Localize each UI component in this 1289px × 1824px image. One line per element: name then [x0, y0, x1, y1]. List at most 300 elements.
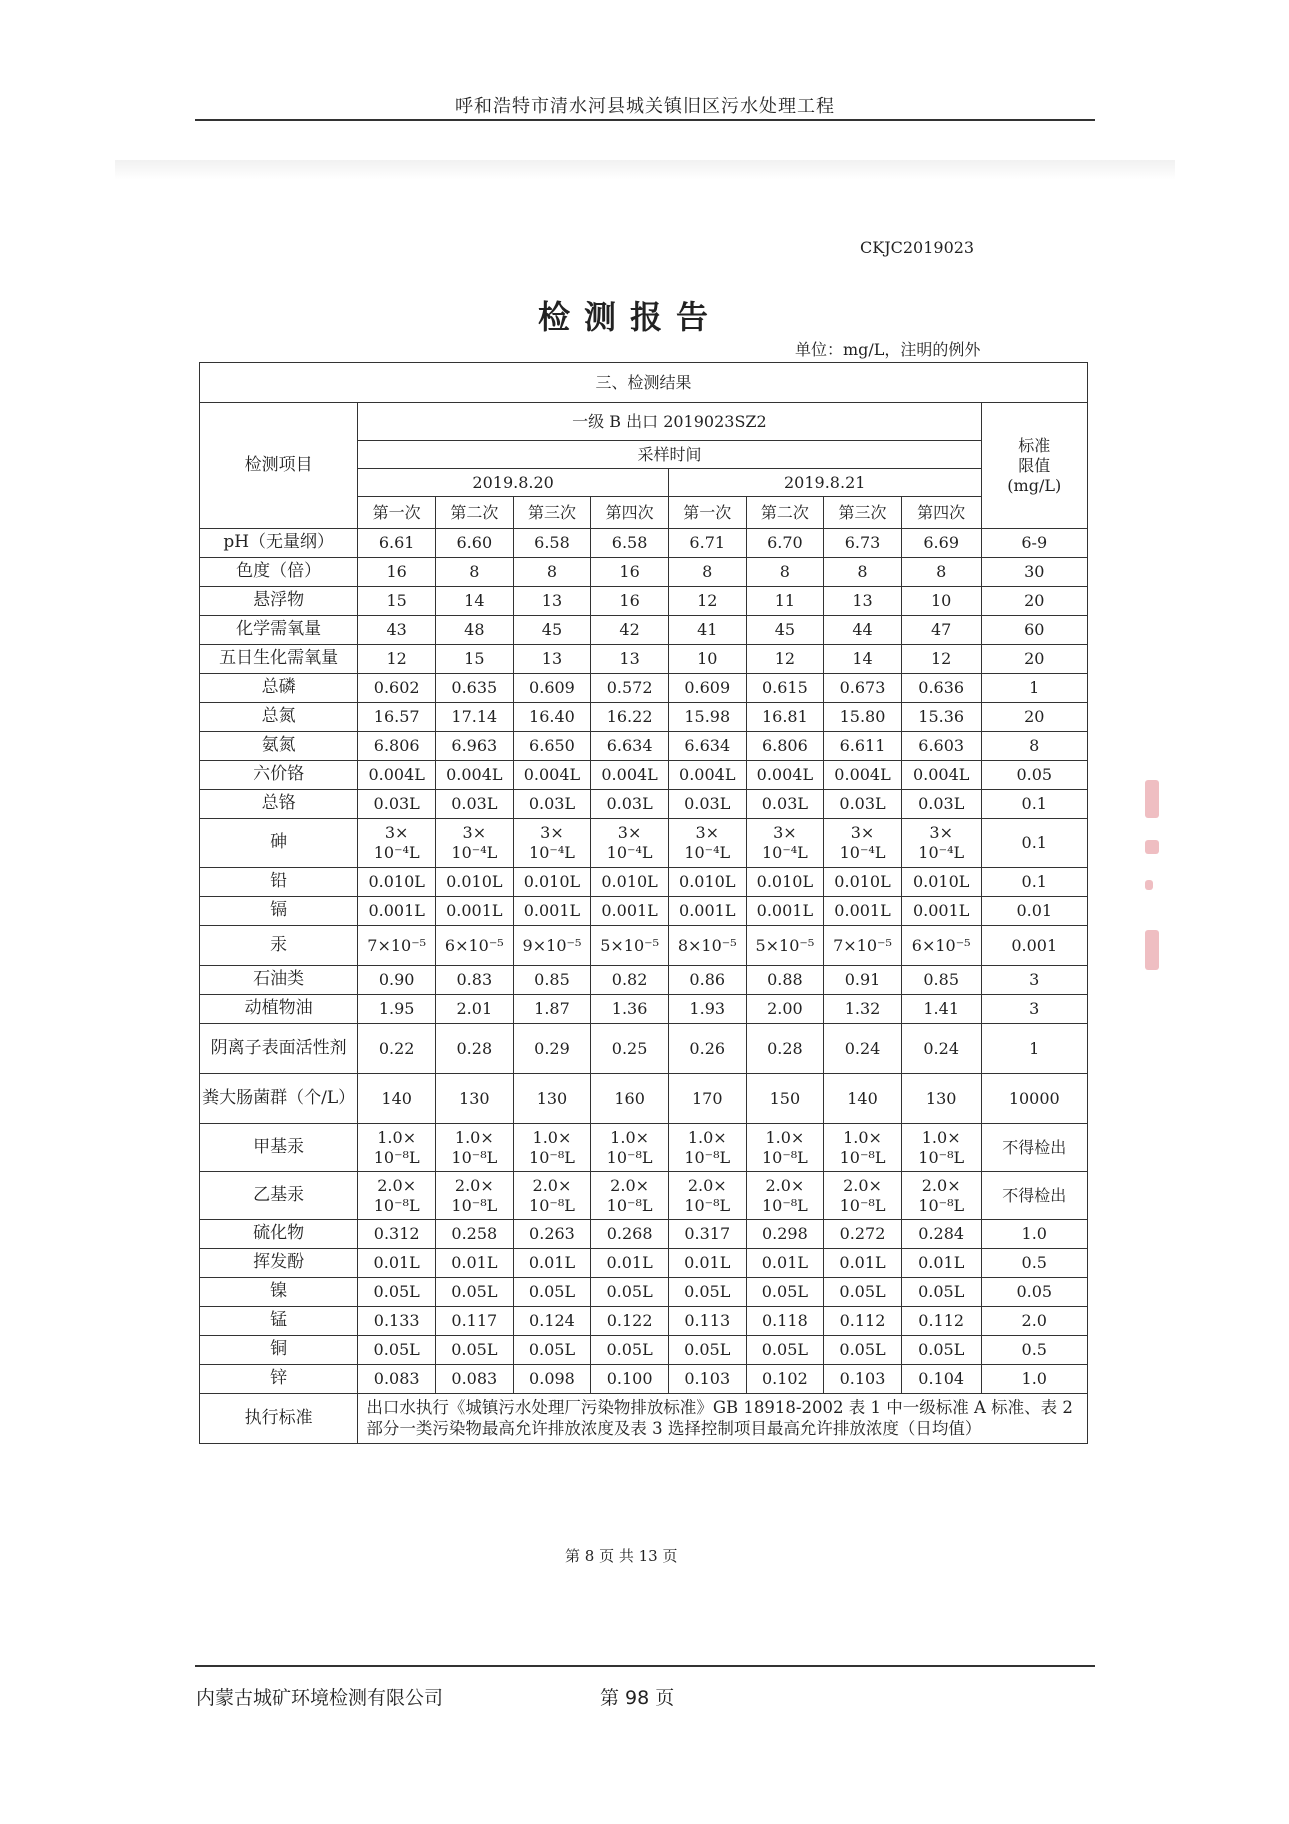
table-row	[200, 703, 1088, 732]
measurement-value: 0.01L	[358, 1249, 436, 1278]
report-page-number: 第 8 页 共 13 页	[565, 1547, 678, 1565]
item-name: 镍	[200, 1278, 358, 1307]
run-header-6: 第二次	[746, 497, 824, 529]
measurement-value: 12	[668, 587, 746, 616]
measurement-value: 15.80	[824, 703, 902, 732]
measurement-value: 0.01L	[668, 1249, 746, 1278]
item-name: 悬浮物	[200, 587, 358, 616]
measurement-value: 0.01L	[901, 1249, 981, 1278]
measurement-value: 47	[901, 616, 981, 645]
measurement-value: 3× 10⁻⁴L	[436, 819, 514, 868]
measurement-value: 6.58	[591, 529, 669, 558]
table-row	[200, 1220, 1088, 1249]
measurement-value: 0.004L	[668, 761, 746, 790]
item-name: 甲基汞	[200, 1124, 358, 1172]
measurement-value: 10	[901, 587, 981, 616]
standard-limit: 不得检出	[981, 1124, 1087, 1172]
standard-label: 执行标准	[200, 1394, 358, 1444]
measurement-value: 0.05L	[824, 1278, 902, 1307]
measurement-value: 15.36	[901, 703, 981, 732]
document-header: 呼和浩特市清水河县城关镇旧区污水处理工程	[455, 96, 835, 117]
measurement-value: 12	[746, 645, 824, 674]
measurement-value: 0.001L	[746, 897, 824, 926]
measurement-value: 1.0× 10⁻⁸L	[358, 1124, 436, 1172]
measurement-value: 6.73	[824, 529, 902, 558]
standard-limit: 1.0	[981, 1365, 1087, 1394]
measurement-value: 0.29	[513, 1024, 591, 1074]
measurement-value: 6.634	[668, 732, 746, 761]
measurement-value: 0.263	[513, 1220, 591, 1249]
measurement-value: 0.258	[436, 1220, 514, 1249]
measurement-value: 1.93	[668, 995, 746, 1024]
standard-limit: 20	[981, 645, 1087, 674]
measurement-value: 6.69	[901, 529, 981, 558]
sampling-time-label: 采样时间	[358, 441, 981, 469]
measurement-value: 130	[901, 1074, 981, 1124]
measurement-value: 2.0× 10⁻⁸L	[513, 1172, 591, 1220]
measurement-value: 0.100	[591, 1365, 669, 1394]
measurement-value: 3× 10⁻⁴L	[746, 819, 824, 868]
measurement-value: 8	[513, 558, 591, 587]
measurement-value: 6×10⁻⁵	[436, 926, 514, 966]
measurement-value: 140	[358, 1074, 436, 1124]
item-column-header: 检测项目	[200, 403, 358, 529]
measurement-value: 42	[591, 616, 669, 645]
measurement-value: 6.650	[513, 732, 591, 761]
measurement-value: 140	[824, 1074, 902, 1124]
measurement-value: 8	[436, 558, 514, 587]
measurement-value: 0.010L	[513, 868, 591, 897]
footer-divider	[195, 1665, 1095, 1667]
run-header-7: 第三次	[824, 497, 902, 529]
item-name: 硫化物	[200, 1220, 358, 1249]
footer-company: 内蒙古城矿环境检测有限公司	[196, 1687, 444, 1709]
measurement-value: 0.03L	[746, 790, 824, 819]
section-title: 三、检测结果	[200, 363, 1088, 403]
measurement-value: 0.001L	[824, 897, 902, 926]
measurement-value: 0.05L	[358, 1336, 436, 1365]
measurement-value: 0.24	[901, 1024, 981, 1074]
measurement-value: 8	[668, 558, 746, 587]
standard-limit: 30	[981, 558, 1087, 587]
measurement-value: 45	[746, 616, 824, 645]
measurement-value: 0.004L	[436, 761, 514, 790]
seal-stamp-fragment	[1145, 780, 1165, 980]
measurement-value: 16	[591, 558, 669, 587]
measurement-value: 0.609	[668, 674, 746, 703]
measurement-value: 1.0× 10⁻⁸L	[513, 1124, 591, 1172]
measurement-value: 0.85	[513, 966, 591, 995]
measurement-value: 0.010L	[746, 868, 824, 897]
item-name: 铜	[200, 1336, 358, 1365]
standard-limit: 2.0	[981, 1307, 1087, 1336]
table-row	[200, 819, 1088, 868]
standard-text: 出口水执行《城镇污水处理厂污染物排放标准》GB 18918-2002 表 1 中一级标准 A 标准、表 2 部分一类污染物最高允许排放浓度及表 3 选择控制项目最高允许排放浓度（日均值）	[358, 1394, 1088, 1444]
measurement-value: 0.22	[358, 1024, 436, 1074]
measurement-value: 13	[591, 645, 669, 674]
measurement-value: 6.806	[746, 732, 824, 761]
measurement-value: 15	[436, 645, 514, 674]
measurement-value: 15	[358, 587, 436, 616]
measurement-value: 9×10⁻⁵	[513, 926, 591, 966]
item-name: 砷	[200, 819, 358, 868]
measurement-value: 11	[746, 587, 824, 616]
measurement-value: 0.90	[358, 966, 436, 995]
measurement-value: 13	[513, 587, 591, 616]
measurement-value: 0.010L	[668, 868, 746, 897]
table-row	[200, 790, 1088, 819]
measurement-value: 0.24	[824, 1024, 902, 1074]
measurement-value: 43	[358, 616, 436, 645]
standard-limit: 0.5	[981, 1336, 1087, 1365]
measurement-value: 0.104	[901, 1365, 981, 1394]
measurement-value: 6.60	[436, 529, 514, 558]
measurement-value: 5×10⁻⁵	[591, 926, 669, 966]
measurement-value: 0.010L	[358, 868, 436, 897]
standard-limit: 20	[981, 703, 1087, 732]
header-divider	[195, 119, 1095, 121]
measurement-value: 10	[668, 645, 746, 674]
measurement-value: 6.963	[436, 732, 514, 761]
run-header-1: 第一次	[358, 497, 436, 529]
standard-limit: 8	[981, 732, 1087, 761]
measurement-value: 1.0× 10⁻⁸L	[901, 1124, 981, 1172]
measurement-value: 0.01L	[746, 1249, 824, 1278]
measurement-value: 1.36	[591, 995, 669, 1024]
measurement-value: 0.004L	[358, 761, 436, 790]
table-row	[200, 966, 1088, 995]
measurement-value: 0.272	[824, 1220, 902, 1249]
measurement-value: 0.004L	[591, 761, 669, 790]
standard-limit: 1.0	[981, 1220, 1087, 1249]
measurement-value: 16.22	[591, 703, 669, 732]
measurement-value: 0.01L	[824, 1249, 902, 1278]
table-row	[200, 587, 1088, 616]
item-name: 石油类	[200, 966, 358, 995]
measurement-value: 3× 10⁻⁴L	[358, 819, 436, 868]
measurement-value: 6.611	[824, 732, 902, 761]
standard-limit: 1	[981, 1024, 1087, 1074]
standard-limit: 0.1	[981, 819, 1087, 868]
measurement-value: 0.673	[824, 674, 902, 703]
item-name: 乙基汞	[200, 1172, 358, 1220]
measurement-value: 0.112	[824, 1307, 902, 1336]
item-name: 挥发酚	[200, 1249, 358, 1278]
standard-limit: 20	[981, 587, 1087, 616]
item-name: 总氮	[200, 703, 358, 732]
measurement-value: 0.010L	[591, 868, 669, 897]
measurement-value: 0.609	[513, 674, 591, 703]
standard-limit: 0.05	[981, 1278, 1087, 1307]
standard-limit: 6-9	[981, 529, 1087, 558]
measurement-value: 3× 10⁻⁴L	[591, 819, 669, 868]
measurement-value: 8	[901, 558, 981, 587]
measurement-value: 6.634	[591, 732, 669, 761]
measurement-value: 8	[746, 558, 824, 587]
measurement-value: 0.05L	[436, 1278, 514, 1307]
measurement-value: 0.88	[746, 966, 824, 995]
measurement-value: 5×10⁻⁵	[746, 926, 824, 966]
item-name: pH（无量纲）	[200, 529, 358, 558]
measurement-value: 6.71	[668, 529, 746, 558]
measurement-value: 0.122	[591, 1307, 669, 1336]
measurement-value: 0.117	[436, 1307, 514, 1336]
measurement-value: 0.05L	[513, 1336, 591, 1365]
item-name: 色度（倍）	[200, 558, 358, 587]
measurement-value: 0.636	[901, 674, 981, 703]
run-header-5: 第一次	[668, 497, 746, 529]
measurement-value: 0.91	[824, 966, 902, 995]
measurement-value: 7×10⁻⁵	[824, 926, 902, 966]
standard-limit: 0.1	[981, 790, 1087, 819]
measurement-value: 0.03L	[901, 790, 981, 819]
item-name: 动植物油	[200, 995, 358, 1024]
standard-row	[200, 1394, 1088, 1444]
item-name: 氨氮	[200, 732, 358, 761]
measurement-value: 14	[824, 645, 902, 674]
measurement-value: 0.82	[591, 966, 669, 995]
table-row	[200, 995, 1088, 1024]
measurement-value: 0.01L	[513, 1249, 591, 1278]
table-row	[200, 529, 1088, 558]
measurement-value: 2.01	[436, 995, 514, 1024]
standard-limit: 1	[981, 674, 1087, 703]
measurement-value: 3× 10⁻⁴L	[824, 819, 902, 868]
measurement-value: 0.010L	[824, 868, 902, 897]
measurement-value: 0.124	[513, 1307, 591, 1336]
measurement-value: 0.001L	[358, 897, 436, 926]
measurement-value: 0.03L	[824, 790, 902, 819]
measurement-value: 16	[591, 587, 669, 616]
measurement-value: 0.03L	[358, 790, 436, 819]
item-name: 六价铬	[200, 761, 358, 790]
standard-limit: 3	[981, 966, 1087, 995]
run-header-2: 第二次	[436, 497, 514, 529]
measurement-value: 3× 10⁻⁴L	[513, 819, 591, 868]
standard-limit: 0.001	[981, 926, 1087, 966]
measurement-value: 0.004L	[746, 761, 824, 790]
measurement-value: 0.001L	[668, 897, 746, 926]
measurement-value: 0.03L	[436, 790, 514, 819]
standard-limit: 3	[981, 995, 1087, 1024]
item-name: 锌	[200, 1365, 358, 1394]
measurement-value: 17.14	[436, 703, 514, 732]
measurement-value: 0.05L	[824, 1336, 902, 1365]
measurement-value: 0.083	[436, 1365, 514, 1394]
table-row	[200, 616, 1088, 645]
measurement-value: 1.32	[824, 995, 902, 1024]
measurement-value: 6.603	[901, 732, 981, 761]
measurement-value: 16.57	[358, 703, 436, 732]
table-row	[200, 1124, 1088, 1172]
report-code: CKJC2019023	[860, 238, 975, 257]
measurement-value: 0.86	[668, 966, 746, 995]
measurement-value: 1.41	[901, 995, 981, 1024]
measurement-value: 0.004L	[901, 761, 981, 790]
measurement-value: 0.098	[513, 1365, 591, 1394]
standard-limit: 10000	[981, 1074, 1087, 1124]
measurement-value: 8×10⁻⁵	[668, 926, 746, 966]
measurement-value: 0.284	[901, 1220, 981, 1249]
item-name: 汞	[200, 926, 358, 966]
measurement-value: 44	[824, 616, 902, 645]
table-row	[200, 1365, 1088, 1394]
measurement-value: 0.05L	[746, 1278, 824, 1307]
table-row	[200, 1249, 1088, 1278]
measurement-value: 2.0× 10⁻⁸L	[436, 1172, 514, 1220]
item-name: 总磷	[200, 674, 358, 703]
measurement-value: 8	[824, 558, 902, 587]
measurement-value: 0.312	[358, 1220, 436, 1249]
measurement-value: 6.58	[513, 529, 591, 558]
date-1: 2019.8.20	[358, 469, 669, 497]
measurement-value: 6.70	[746, 529, 824, 558]
standard-limit: 60	[981, 616, 1087, 645]
item-name: 粪大肠菌群（个/L）	[200, 1074, 358, 1124]
measurement-value: 1.0× 10⁻⁸L	[668, 1124, 746, 1172]
measurement-value: 0.112	[901, 1307, 981, 1336]
measurement-value: 6.61	[358, 529, 436, 558]
measurement-value: 13	[824, 587, 902, 616]
measurement-value: 16.81	[746, 703, 824, 732]
measurement-value: 0.615	[746, 674, 824, 703]
measurement-value: 0.572	[591, 674, 669, 703]
measurement-value: 13	[513, 645, 591, 674]
measurement-value: 2.0× 10⁻⁸L	[358, 1172, 436, 1220]
item-name: 锰	[200, 1307, 358, 1336]
measurement-value: 1.0× 10⁻⁸L	[824, 1124, 902, 1172]
measurement-value: 130	[436, 1074, 514, 1124]
measurement-value: 15.98	[668, 703, 746, 732]
standard-limit: 0.01	[981, 897, 1087, 926]
measurement-value: 2.0× 10⁻⁸L	[746, 1172, 824, 1220]
standard-limit: 不得检出	[981, 1172, 1087, 1220]
measurement-value: 0.083	[358, 1365, 436, 1394]
item-name: 总铬	[200, 790, 358, 819]
measurement-value: 0.05L	[513, 1278, 591, 1307]
table-row	[200, 732, 1088, 761]
table-row	[200, 558, 1088, 587]
measurement-value: 1.95	[358, 995, 436, 1024]
measurement-value: 0.01L	[436, 1249, 514, 1278]
measurement-value: 2.00	[746, 995, 824, 1024]
measurement-value: 1.87	[513, 995, 591, 1024]
table-row	[200, 897, 1088, 926]
standard-limit: 0.1	[981, 868, 1087, 897]
table-row	[200, 1336, 1088, 1365]
measurement-value: 0.26	[668, 1024, 746, 1074]
measurement-value: 0.03L	[668, 790, 746, 819]
measurement-value: 0.05L	[436, 1336, 514, 1365]
measurement-value: 0.635	[436, 674, 514, 703]
table-row	[200, 868, 1088, 897]
measurement-value: 0.05L	[901, 1278, 981, 1307]
measurement-value: 130	[513, 1074, 591, 1124]
measurement-value: 0.004L	[513, 761, 591, 790]
unit-note: 单位：mg/L，注明的例外	[795, 340, 981, 359]
measurement-value: 0.317	[668, 1220, 746, 1249]
result-table	[199, 362, 1088, 1444]
report-title: 检测报告	[537, 298, 722, 336]
measurement-value: 0.113	[668, 1307, 746, 1336]
measurement-value: 16.40	[513, 703, 591, 732]
measurement-value: 2.0× 10⁻⁸L	[591, 1172, 669, 1220]
measurement-value: 2.0× 10⁻⁸L	[901, 1172, 981, 1220]
measurement-value: 0.004L	[824, 761, 902, 790]
table-row	[200, 1307, 1088, 1336]
measurement-value: 150	[746, 1074, 824, 1124]
standard-limit: 0.05	[981, 761, 1087, 790]
table-row	[200, 674, 1088, 703]
measurement-value: 0.010L	[436, 868, 514, 897]
measurement-value: 0.05L	[358, 1278, 436, 1307]
table-row	[200, 926, 1088, 966]
table-row	[200, 1172, 1088, 1220]
measurement-value: 1.0× 10⁻⁸L	[436, 1124, 514, 1172]
table-row	[200, 1278, 1088, 1307]
measurement-value: 0.01L	[591, 1249, 669, 1278]
run-header-3: 第三次	[513, 497, 591, 529]
run-header-4: 第四次	[591, 497, 669, 529]
item-name: 化学需氧量	[200, 616, 358, 645]
measurement-value: 0.83	[436, 966, 514, 995]
measurement-value: 12	[358, 645, 436, 674]
measurement-value: 0.28	[746, 1024, 824, 1074]
measurement-value: 48	[436, 616, 514, 645]
measurement-value: 1.0× 10⁻⁸L	[746, 1124, 824, 1172]
measurement-value: 0.001L	[436, 897, 514, 926]
measurement-value: 0.03L	[591, 790, 669, 819]
measurement-value: 0.05L	[591, 1336, 669, 1365]
scan-shadow	[115, 160, 1175, 180]
standard-limit-header: 标准 限值 (mg/L)	[981, 403, 1087, 529]
measurement-value: 1.0× 10⁻⁸L	[591, 1124, 669, 1172]
item-name: 五日生化需氧量	[200, 645, 358, 674]
measurement-value: 0.85	[901, 966, 981, 995]
measurement-value: 0.05L	[668, 1278, 746, 1307]
measurement-value: 0.28	[436, 1024, 514, 1074]
measurement-value: 0.05L	[591, 1278, 669, 1307]
measurement-value: 16	[358, 558, 436, 587]
measurement-value: 3× 10⁻⁴L	[901, 819, 981, 868]
standard-limit: 0.5	[981, 1249, 1087, 1278]
measurement-value: 0.25	[591, 1024, 669, 1074]
table-row	[200, 1074, 1088, 1124]
measurement-value: 0.602	[358, 674, 436, 703]
measurement-value: 0.133	[358, 1307, 436, 1336]
measurement-value: 45	[513, 616, 591, 645]
measurement-value: 0.010L	[901, 868, 981, 897]
run-header-8: 第四次	[901, 497, 981, 529]
table-row	[200, 645, 1088, 674]
measurement-value: 12	[901, 645, 981, 674]
measurement-value: 3× 10⁻⁴L	[668, 819, 746, 868]
footer-page-number: 第 98 页	[600, 1687, 675, 1709]
measurement-value: 0.103	[824, 1365, 902, 1394]
measurement-value: 2.0× 10⁻⁸L	[824, 1172, 902, 1220]
measurement-value: 14	[436, 587, 514, 616]
measurement-value: 160	[591, 1074, 669, 1124]
measurement-value: 2.0× 10⁻⁸L	[668, 1172, 746, 1220]
table-row	[200, 1024, 1088, 1074]
measurement-value: 0.001L	[513, 897, 591, 926]
measurement-value: 0.03L	[513, 790, 591, 819]
measurement-value: 0.298	[746, 1220, 824, 1249]
measurement-value: 0.05L	[746, 1336, 824, 1365]
measurement-value: 0.001L	[901, 897, 981, 926]
measurement-value: 7×10⁻⁵	[358, 926, 436, 966]
date-2: 2019.8.21	[668, 469, 981, 497]
